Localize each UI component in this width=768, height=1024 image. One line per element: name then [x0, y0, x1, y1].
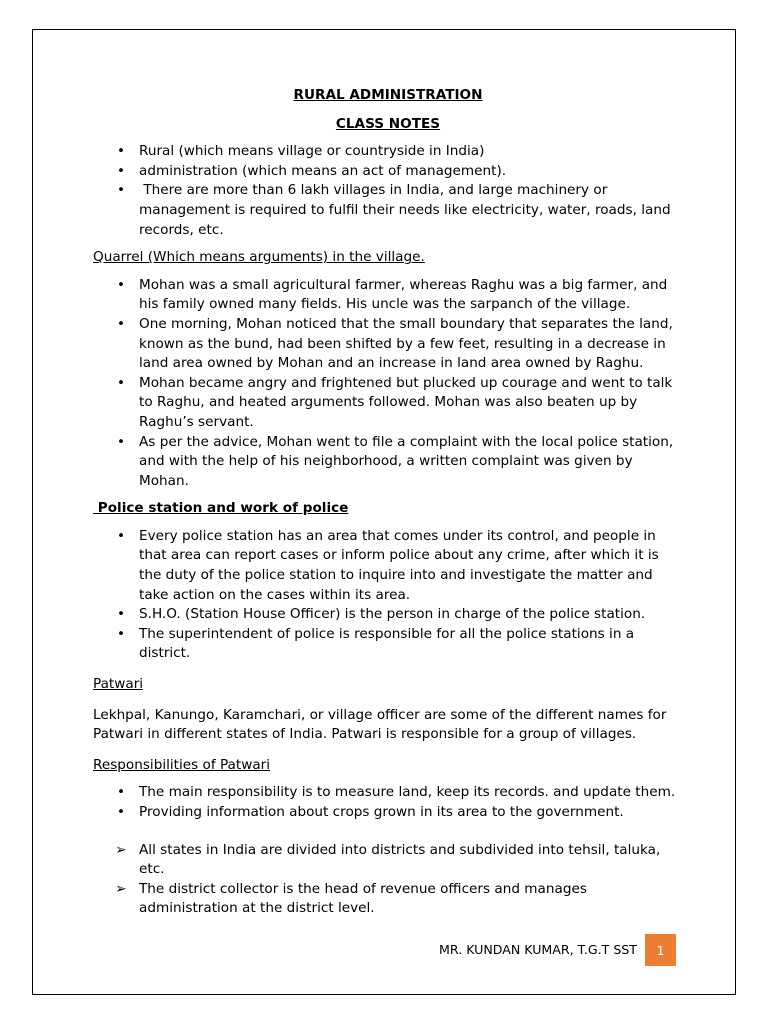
- police-list: [93, 527, 683, 664]
- document-title: RURAL ADMINISTRATION: [293, 87, 483, 103]
- bullet-icon: •: [116, 374, 126, 391]
- bullet-icon: •: [116, 527, 126, 544]
- quarrel-list: [93, 276, 683, 492]
- list-item: • Mohan was a small agricultural farmer, whereas Raghu was a big farmer, and his family owned many fields. His uncle was the sarpanch of the village.: [116, 276, 668, 313]
- list-item: • Every police station has an area that comes under its control, and people in that area can report cases or inform police about any crime, after which it is the duty of the police station to inquire into and investigate the matter and take action on the cases within its area.: [116, 527, 659, 603]
- page-footer: [0, 934, 768, 966]
- bullet-icon: •: [116, 433, 126, 450]
- list-item: • Providing information about crops grown in its area to the government.: [93, 803, 683, 823]
- bullet-icon: •: [116, 182, 126, 199]
- list-item: • administration (which means an act of management).: [93, 162, 683, 182]
- bullet-icon: •: [116, 315, 126, 332]
- list-item: • There are more than 6 lakh villages in India, and large machinery or management is required to fulfil their needs like electricity, water, roads, land records, etc.: [116, 182, 675, 238]
- arrow-bullet-icon: ➢: [115, 880, 127, 897]
- section-heading-quarrel: Quarrel (Which means arguments) in the village.: [93, 249, 425, 266]
- list-item: • The superintendent of police is responsible for all the police stations in a district.: [116, 625, 635, 662]
- section-heading-responsibilities: Responsibilities of Patwari: [93, 756, 271, 773]
- list-item: • Mohan became angry and frightened but plucked up courage and went to talk to Raghu, and heated arguments followed. Mohan was also beaten up by Raghu’s servant.: [116, 374, 673, 430]
- footer-author: MR. KUNDAN KUMAR, T.G.T SST: [439, 942, 637, 957]
- responsibilities-list: [93, 783, 683, 822]
- list-item: • The main responsibility is to measure land, keep its records. and update them.: [93, 783, 683, 803]
- list-item: • As per the advice, Mohan went to file a complaint with the local police station, and with the help of his neighborhood, a written complaint was given by Mohan.: [116, 433, 674, 489]
- list-item: • Rural (which means village or countryside in India): [93, 142, 683, 162]
- bullet-icon: •: [116, 784, 126, 801]
- page-number-badge: 1: [645, 934, 676, 966]
- list-item: • S.H.O. (Station House Officer) is the person in charge of the police station.: [93, 605, 683, 625]
- section-heading-police: Police station and work of police: [93, 500, 349, 517]
- document-body: [93, 86, 683, 919]
- document-subtitle: CLASS NOTES: [335, 115, 441, 132]
- intro-list: [93, 142, 683, 240]
- arrow-list: [93, 841, 683, 919]
- patwari-paragraph: Lekhpal, Kanungo, Karamchari, or village officer are some of the different names for Patwari in different states of India. Patwari is responsible for a group of villages.: [93, 706, 667, 743]
- list-item: ➢ The district collector is the head of revenue officers and manages administration at the district level.: [115, 880, 587, 917]
- bullet-icon: •: [116, 625, 126, 642]
- bullet-icon: •: [116, 606, 126, 623]
- bullet-icon: •: [116, 143, 126, 160]
- bullet-icon: •: [116, 276, 126, 293]
- section-heading-patwari: Patwari: [93, 676, 144, 693]
- bullet-icon: •: [116, 162, 126, 179]
- bullet-icon: •: [116, 804, 126, 820]
- list-item: • One morning, Mohan noticed that the small boundary that separates the land, known as the bund, had been shifted by a few feet, resulting in a decrease in land area owned by Mohan and an increase in land area owned by Raghu.: [116, 315, 673, 372]
- list-item: ➢ All states in India are divided into districts and subdivided into tehsil, taluka, etc.: [115, 841, 661, 878]
- arrow-bullet-icon: ➢: [115, 841, 127, 858]
